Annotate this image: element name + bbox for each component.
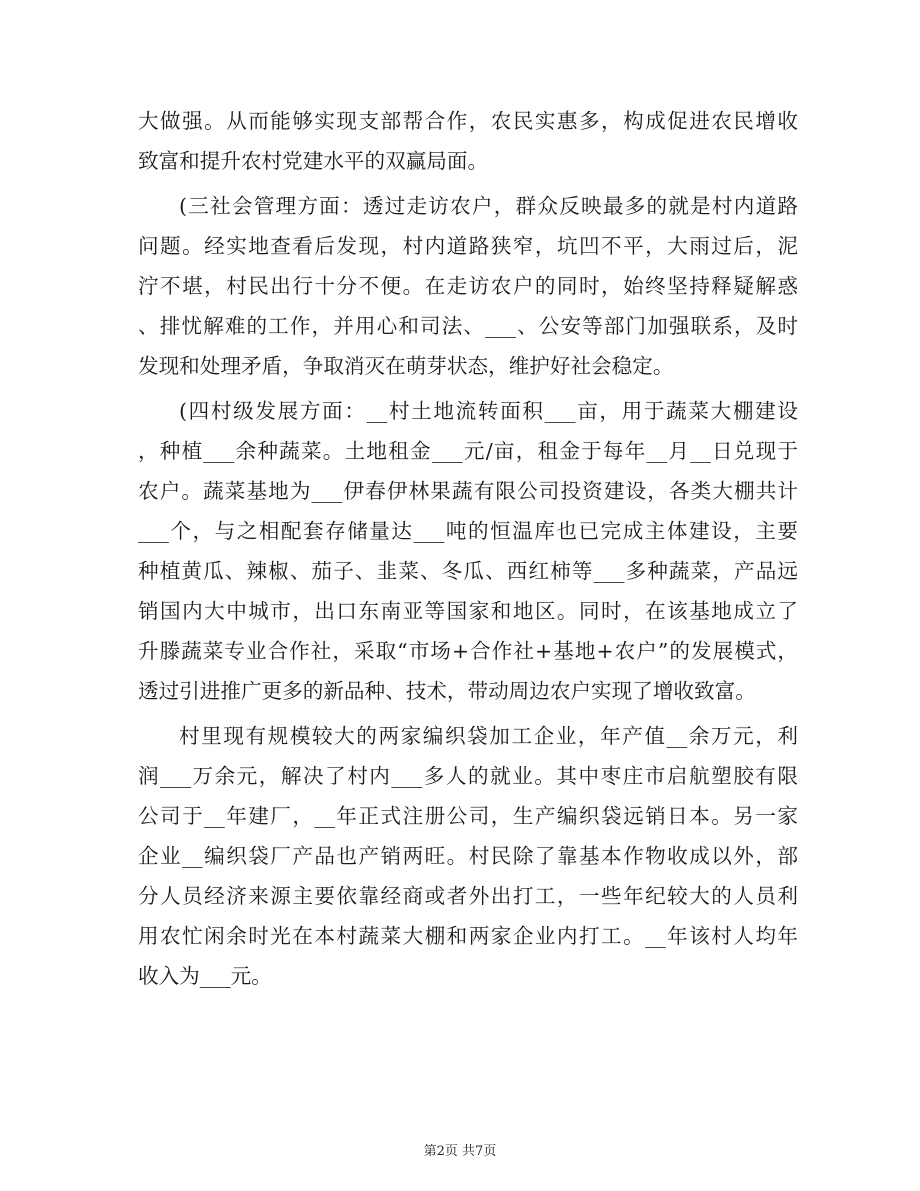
text-line: 、排忧解难的工作，并用心和司法、___、公安等部门加强联系，及时: [138, 314, 798, 338]
text-line: 发现和处理矛盾，争取消灭在萌芽状态，维护好社会稳定。: [138, 354, 674, 378]
text-line: 问题。经实地查看后发现，村内道路狭窄，坑凹不平，大雨过后，泥: [138, 234, 798, 258]
text-line: 农户。蔬菜基地为___伊春伊林果蔬有限公司投资建设，各类大棚共计: [138, 479, 798, 503]
text-line: 村里现有规模较大的两家编织袋加工企业，年产值__余万元，利: [179, 724, 798, 748]
text-line: 企业__编织袋厂产品也产销两旺。村民除了靠基本作物收成以外，部: [138, 844, 798, 868]
text-line: (四村级发展方面：__村土地流转面积___亩，用于蔬菜大棚建设: [179, 399, 798, 423]
text-line: 润___万余元，解决了村内___多人的就业。其中枣庄市启航塑胶有限: [138, 764, 798, 788]
text-line: 升滕蔬菜专业合作社，采取“市场+合作社+基地+农户”的发展模式，: [138, 639, 798, 663]
text-line: 分人员经济来源主要依靠经商或者外出打工，一些年纪较大的人员利: [138, 884, 798, 908]
text-line: 销国内大中城市，出口东南亚等国家和地区。同时，在该基地成立了: [138, 599, 798, 623]
text-line: (三社会管理方面：透过走访农户，群众反映最多的就是村内道路: [179, 194, 798, 218]
text-line: ，种植___余种蔬菜。土地租金___元/亩，租金于每年__月__日兑现于: [138, 439, 798, 463]
text-line: 用农忙闲余时光在本村蔬菜大棚和两家企业内打工。__年该村人均年: [138, 924, 798, 948]
text-line: 透过引进推广更多的新品种、技术，带动周边农户实现了增收致富。: [138, 679, 756, 703]
text-line: 公司于__年建厂，__年正式注册公司，生产编织袋远销日本。另一家: [138, 804, 798, 828]
text-line: 泞不堪，村民出行十分不便。在走访农户的同时，始终坚持释疑解惑: [138, 274, 798, 298]
text-line: 收入为___元。: [138, 964, 272, 988]
text-line: ___个，与之相配套存储量达___吨的恒温库也已完成主体建设，主要: [138, 519, 798, 543]
text-line: 致富和提升农村党建水平的双赢局面。: [138, 149, 489, 173]
text-line: 种植黄瓜、辣椒、茄子、韭菜、冬瓜、西红柿等___多种蔬菜，产品远: [138, 559, 798, 583]
text-line: 大做强。从而能够实现支部帮合作，农民实惠多，构成促进农民增收: [138, 109, 798, 133]
page-number: 第2页 共7页: [423, 1144, 497, 1159]
